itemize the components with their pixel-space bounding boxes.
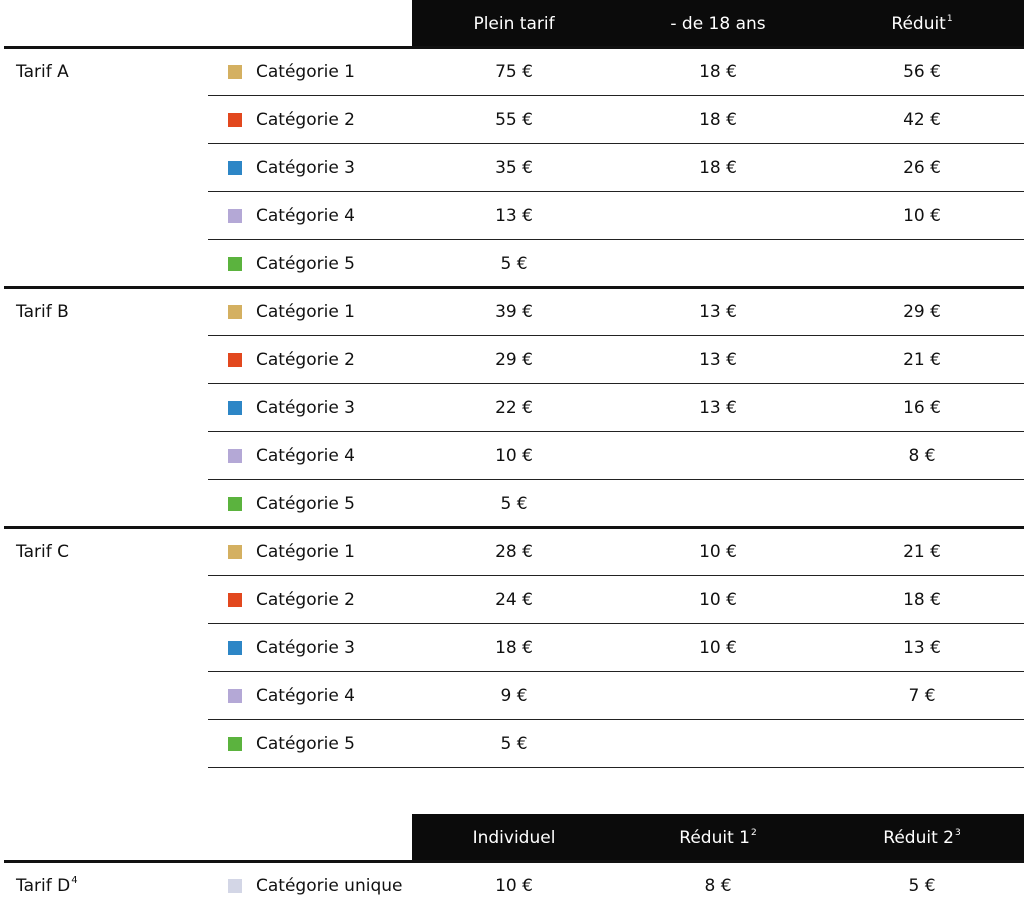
category-label: Catégorie 1 — [256, 62, 355, 82]
column-header-label: - de 18 ans — [670, 14, 766, 34]
price-cell: 18 € — [495, 638, 533, 658]
price-cell: 10 € — [903, 206, 941, 226]
price-cell — [616, 672, 820, 720]
category-label: Catégorie 4 — [256, 206, 355, 226]
category-label: Catégorie 5 — [256, 254, 355, 274]
tarif-name: Tarif D — [16, 876, 71, 896]
category-label: Catégorie 2 — [256, 110, 355, 130]
category-label: Catégorie 3 — [256, 398, 355, 418]
price-cell: 22 € — [495, 398, 533, 418]
price-cell: 21 € — [903, 350, 941, 370]
price-cell: 10 € — [699, 542, 737, 562]
price-cell: 35 € — [495, 158, 533, 178]
column-header — [616, 814, 820, 862]
category-label: Catégorie 4 — [256, 686, 355, 706]
price-cell: 18 € — [903, 590, 941, 610]
category-color-swatch — [228, 689, 242, 703]
tarif-name: Tarif B — [16, 302, 69, 322]
price-cell: 28 € — [495, 542, 533, 562]
category-label: Catégorie 5 — [256, 734, 355, 754]
price-cell: 21 € — [903, 542, 941, 562]
price-cell: 13 € — [903, 638, 941, 658]
price-cell: 13 € — [699, 302, 737, 322]
category-color-swatch — [228, 209, 242, 223]
footnote-marker: 1 — [946, 14, 953, 24]
price-cell: 24 € — [495, 590, 533, 610]
price-cell — [616, 432, 820, 480]
category-label: Catégorie 4 — [256, 446, 355, 466]
category-color-swatch — [228, 449, 242, 463]
footnote-marker: 4 — [71, 874, 78, 886]
category-label: Catégorie 1 — [256, 302, 355, 322]
column-header — [616, 0, 820, 48]
header-bar-main — [412, 0, 1024, 48]
price-cell: 10 € — [495, 446, 533, 466]
category-color-swatch — [228, 401, 242, 415]
tarif-label — [16, 862, 78, 910]
price-cell: 18 € — [699, 62, 737, 82]
column-header-label: Réduit — [891, 14, 946, 34]
price-cell: 10 € — [495, 876, 533, 896]
price-cell: 9 € — [500, 686, 528, 706]
price-cell: 13 € — [495, 206, 533, 226]
price-cell: 39 € — [495, 302, 533, 322]
price-cell: 56 € — [903, 62, 941, 82]
category-color-swatch — [228, 641, 242, 655]
price-cell — [616, 192, 820, 240]
category-color-swatch — [228, 593, 242, 607]
tarif-name: Tarif A — [16, 62, 69, 82]
category-label: Catégorie 3 — [256, 638, 355, 658]
price-cell: 5 € — [500, 254, 528, 274]
price-cell: 29 € — [903, 302, 941, 322]
category-label: Catégorie 5 — [256, 494, 355, 514]
price-cell: 5 € — [500, 734, 528, 754]
price-cell — [616, 480, 820, 528]
price-cell: 13 € — [699, 350, 737, 370]
footnote-marker: 2 — [750, 828, 757, 838]
column-header — [412, 0, 616, 48]
price-cell — [616, 720, 820, 768]
price-cell: 10 € — [699, 638, 737, 658]
column-header — [820, 0, 1024, 48]
category-color-swatch — [228, 737, 242, 751]
footnote-marker: 3 — [954, 828, 961, 838]
column-header — [412, 814, 616, 862]
tarif-name: Tarif C — [16, 542, 69, 562]
header-bar-secondary — [412, 814, 1024, 862]
price-cell — [616, 240, 820, 288]
price-cell: 55 € — [495, 110, 533, 130]
price-cell: 7 € — [908, 686, 936, 706]
price-cell — [820, 480, 1024, 528]
price-cell: 5 € — [908, 876, 936, 896]
price-cell: 18 € — [699, 110, 737, 130]
price-cell: 75 € — [495, 62, 533, 82]
category-label: Catégorie unique — [256, 876, 403, 896]
price-cell: 18 € — [699, 158, 737, 178]
row-divider — [208, 767, 1024, 768]
category-label: Catégorie 2 — [256, 590, 355, 610]
tarif-label — [16, 288, 69, 336]
price-cell — [820, 720, 1024, 768]
price-cell — [820, 240, 1024, 288]
price-cell: 8 € — [704, 876, 732, 896]
tarif-label — [16, 528, 69, 576]
category-label: Catégorie 1 — [256, 542, 355, 562]
price-cell: 10 € — [699, 590, 737, 610]
column-header-label: Réduit 1 — [679, 828, 750, 848]
category-color-swatch — [228, 113, 242, 127]
category-label: Catégorie 3 — [256, 158, 355, 178]
category-color-swatch — [228, 161, 242, 175]
price-cell: 42 € — [903, 110, 941, 130]
category-color-swatch — [228, 305, 242, 319]
column-header-label: Individuel — [472, 828, 556, 848]
column-header-label: Réduit 2 — [883, 828, 954, 848]
category-color-swatch — [228, 879, 242, 893]
price-cell: 8 € — [908, 446, 936, 466]
category-color-swatch — [228, 65, 242, 79]
price-cell: 16 € — [903, 398, 941, 418]
column-header-label: Plein tarif — [473, 14, 555, 34]
price-cell: 5 € — [500, 494, 528, 514]
category-label: Catégorie 2 — [256, 350, 355, 370]
price-cell: 29 € — [495, 350, 533, 370]
category-color-swatch — [228, 353, 242, 367]
category-color-swatch — [228, 497, 242, 511]
category-color-swatch — [228, 545, 242, 559]
tarif-label — [16, 48, 69, 96]
price-cell: 26 € — [903, 158, 941, 178]
column-header — [820, 814, 1024, 862]
price-cell: 13 € — [699, 398, 737, 418]
category-color-swatch — [228, 257, 242, 271]
